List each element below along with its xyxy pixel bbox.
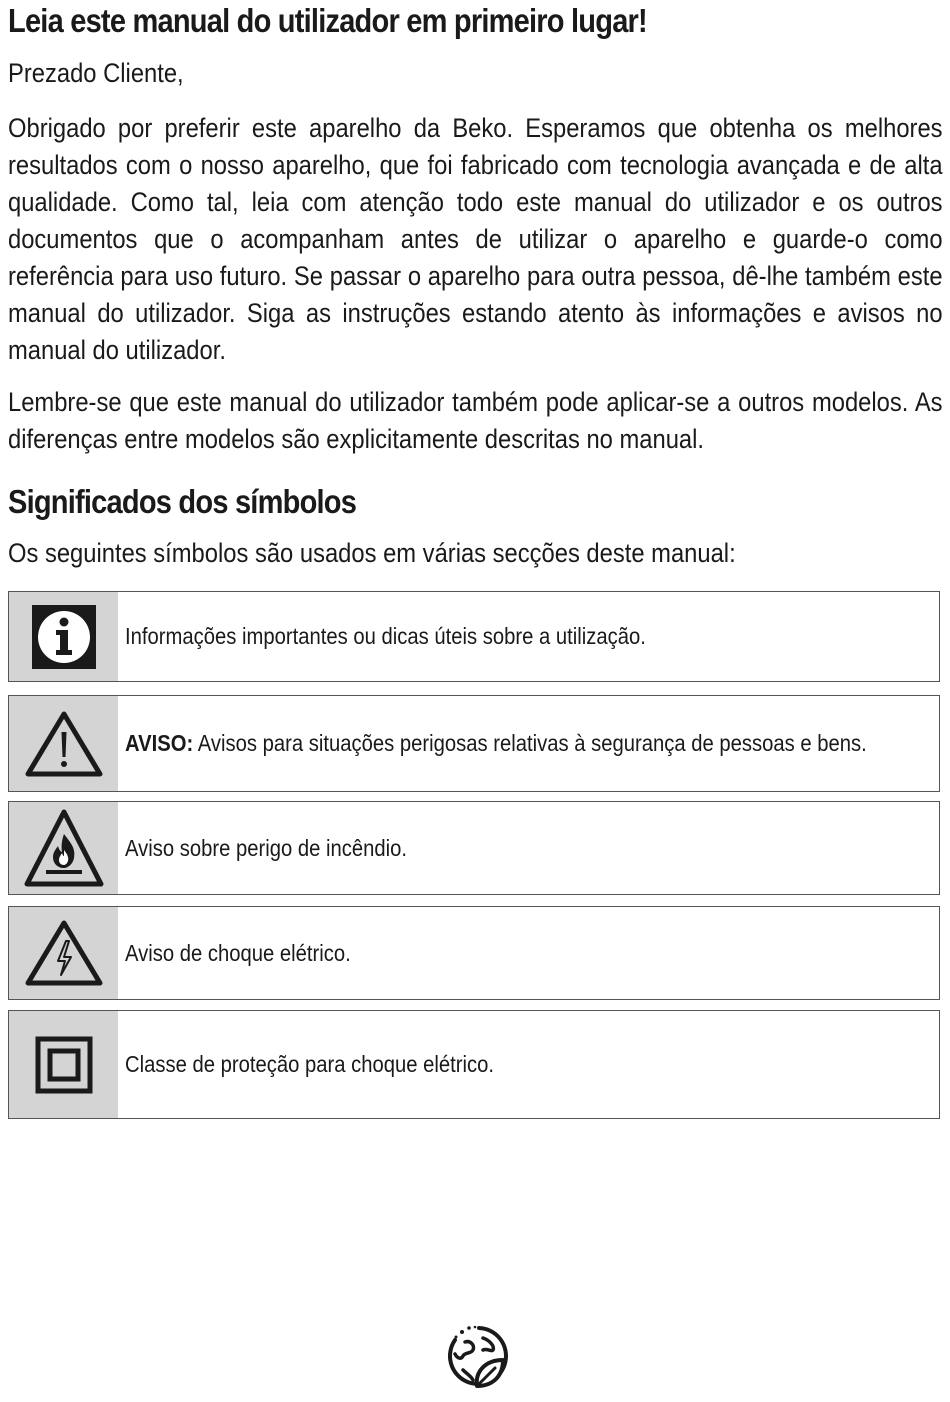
fire-hazard-icon	[9, 802, 118, 894]
symbol-text-fire: Aviso sobre perigo de incêndio.	[125, 834, 408, 861]
symbol-text-electric-shock: Aviso de choque elétrico.	[125, 939, 351, 966]
symbol-row-protection-class	[8, 1010, 940, 1119]
symbol-row-info	[8, 591, 940, 682]
symbol-row-electric-shock	[8, 906, 940, 1000]
symbol-text-warning: Avisos para situações perigosas relativas à segurança de pessoas e bens.	[193, 730, 867, 756]
eco-globe-leaf-icon	[443, 1320, 515, 1396]
greeting: Prezado Cliente,	[8, 58, 184, 88]
symbol-text-protection-class: Classe de proteção para choque elétrico.	[125, 1051, 495, 1077]
warning-label: AVISO:	[125, 730, 194, 756]
models-paragraph: Lembre-se que este manual do utilizador também pode aplicar-se a outros modelos. As diferenças entre modelos são explicitamente descritas no manual.	[8, 387, 943, 454]
electric-shock-icon	[9, 907, 118, 999]
symbols-heading: Significados dos símbolos	[8, 483, 357, 520]
symbols-intro: Os seguintes símbolos são usados em várias secções deste manual:	[8, 538, 736, 568]
symbol-row-warning	[8, 695, 940, 792]
page-title: Leia este manual do utilizador em primeiro lugar!	[8, 2, 647, 39]
symbol-row-fire	[8, 801, 940, 895]
protection-class-icon	[9, 1011, 118, 1118]
intro-paragraph: Obrigado por preferir este aparelho da Beko. Esperamos que obtenha os melhores resultados com o nosso aparelho, que foi fabricado com tecnologia avançada e de alta qualidade. Como tal, leia com atenção todo este manual do utilizador e os outros documentos que o acompanham antes de utilizar o aparelho e guarde-o como referência para uso futuro. Se passar o aparelho para outra pessoa, dê-lhe também este manual do utilizador. Siga as instruções estando atento às informações e avisos no manual do utilizador.	[8, 113, 943, 365]
warning-icon	[9, 696, 118, 791]
symbol-text-info: Informações importantes ou dicas úteis sobre a utilização.	[125, 623, 646, 649]
info-icon	[9, 592, 118, 681]
